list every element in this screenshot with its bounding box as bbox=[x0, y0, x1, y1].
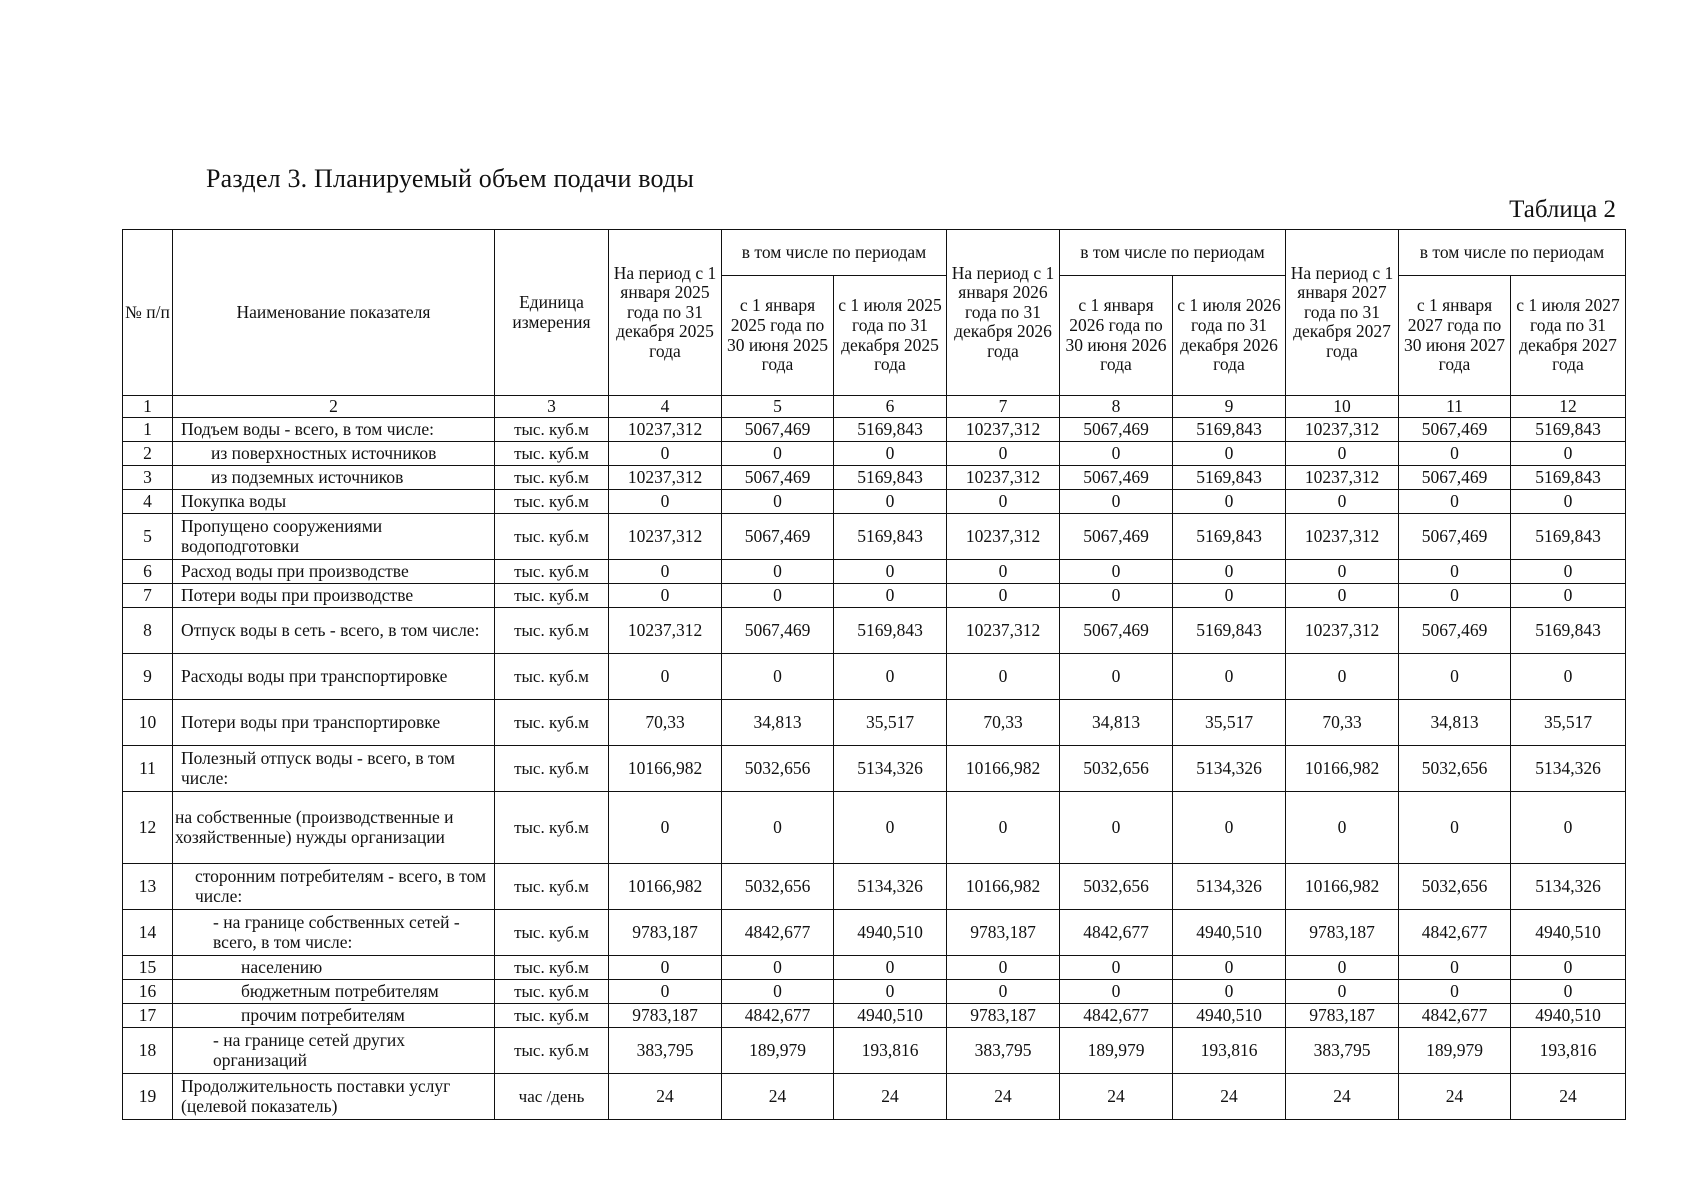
column-number: 11 bbox=[1399, 396, 1511, 418]
header-incl-periods-2026: в том числе по периодам bbox=[1060, 230, 1286, 276]
value-cell: 0 bbox=[722, 956, 834, 980]
value-cell: 10166,982 bbox=[947, 746, 1060, 792]
row-number: 12 bbox=[123, 792, 173, 864]
table-row bbox=[123, 1074, 1626, 1120]
value-cell: 0 bbox=[1060, 560, 1173, 584]
value-cell: 10166,982 bbox=[947, 864, 1060, 910]
column-number: 3 bbox=[495, 396, 609, 418]
row-number: 4 bbox=[123, 490, 173, 514]
column-number: 6 bbox=[834, 396, 947, 418]
table-row bbox=[123, 956, 1626, 980]
unit: тыс. куб.м bbox=[495, 608, 609, 654]
value-cell: 4842,677 bbox=[722, 1004, 834, 1028]
value-cell: 0 bbox=[834, 654, 947, 700]
row-number: 7 bbox=[123, 584, 173, 608]
header-period-2025: На период с 1 января 2025 года по 31 декабря 2025 года bbox=[609, 230, 722, 396]
table-row bbox=[123, 560, 1626, 584]
value-cell: 0 bbox=[1173, 560, 1286, 584]
unit: тыс. куб.м bbox=[495, 980, 609, 1004]
value-cell: 0 bbox=[722, 980, 834, 1004]
value-cell: 10237,312 bbox=[609, 466, 722, 490]
value-cell: 4940,510 bbox=[1511, 1004, 1626, 1028]
value-cell: 5067,469 bbox=[1399, 466, 1511, 490]
value-cell: 0 bbox=[609, 654, 722, 700]
value-cell: 0 bbox=[1399, 792, 1511, 864]
value-cell: 10237,312 bbox=[947, 466, 1060, 490]
column-number: 9 bbox=[1173, 396, 1286, 418]
header-incl-periods-2025: в том числе по периодам bbox=[722, 230, 947, 276]
value-cell: 0 bbox=[1286, 980, 1399, 1004]
value-cell: 0 bbox=[1173, 442, 1286, 466]
value-cell: 0 bbox=[1286, 956, 1399, 980]
header-h1-2025: с 1 января 2025 года по 30 июня 2025 года bbox=[722, 276, 834, 396]
value-cell: 0 bbox=[947, 956, 1060, 980]
value-cell: 35,517 bbox=[1511, 700, 1626, 746]
value-cell: 0 bbox=[722, 442, 834, 466]
value-cell: 4842,677 bbox=[1399, 1004, 1511, 1028]
value-cell: 0 bbox=[834, 980, 947, 1004]
unit: тыс. куб.м bbox=[495, 1004, 609, 1028]
value-cell: 0 bbox=[1399, 490, 1511, 514]
unit: тыс. куб.м bbox=[495, 442, 609, 466]
value-cell: 10237,312 bbox=[1286, 418, 1399, 442]
table-row bbox=[123, 980, 1626, 1004]
value-cell: 5067,469 bbox=[722, 418, 834, 442]
row-number: 5 bbox=[123, 514, 173, 560]
value-cell: 0 bbox=[834, 442, 947, 466]
indicator-name: Полезный отпуск воды - всего, в том числе: bbox=[173, 746, 495, 792]
row-number: 8 bbox=[123, 608, 173, 654]
value-cell: 0 bbox=[947, 792, 1060, 864]
value-cell: 383,795 bbox=[1286, 1028, 1399, 1074]
value-cell: 9783,187 bbox=[609, 1004, 722, 1028]
table-row bbox=[123, 792, 1626, 864]
indicator-name: Расход воды при производстве bbox=[173, 560, 495, 584]
unit: тыс. куб.м bbox=[495, 490, 609, 514]
header-h2-2026: с 1 июля 2026 года по 31 декабря 2026 года bbox=[1173, 276, 1286, 396]
table-row bbox=[123, 418, 1626, 442]
value-cell: 0 bbox=[1399, 560, 1511, 584]
value-cell: 5032,656 bbox=[1399, 746, 1511, 792]
value-cell: 0 bbox=[609, 442, 722, 466]
table-row bbox=[123, 466, 1626, 490]
indicator-name: бюджетным потребителям bbox=[173, 980, 495, 1004]
value-cell: 0 bbox=[1173, 490, 1286, 514]
row-number: 18 bbox=[123, 1028, 173, 1074]
value-cell: 34,813 bbox=[722, 700, 834, 746]
header-num: № п/п bbox=[123, 230, 173, 396]
value-cell: 0 bbox=[1399, 584, 1511, 608]
value-cell: 5067,469 bbox=[1060, 608, 1173, 654]
value-cell: 34,813 bbox=[1399, 700, 1511, 746]
value-cell: 24 bbox=[1511, 1074, 1626, 1120]
indicator-name: - на границе сетей других организаций bbox=[173, 1028, 495, 1074]
value-cell: 0 bbox=[947, 654, 1060, 700]
value-cell: 0 bbox=[1173, 584, 1286, 608]
value-cell: 10237,312 bbox=[1286, 608, 1399, 654]
value-cell: 5067,469 bbox=[1399, 418, 1511, 442]
value-cell: 0 bbox=[1511, 442, 1626, 466]
indicator-name: Потери воды при производстве bbox=[173, 584, 495, 608]
value-cell: 0 bbox=[1511, 956, 1626, 980]
value-cell: 5169,843 bbox=[834, 514, 947, 560]
unit: тыс. куб.м bbox=[495, 514, 609, 560]
value-cell: 0 bbox=[609, 584, 722, 608]
table-row bbox=[123, 864, 1626, 910]
value-cell: 5032,656 bbox=[722, 864, 834, 910]
value-cell: 193,816 bbox=[1511, 1028, 1626, 1074]
unit: тыс. куб.м bbox=[495, 418, 609, 442]
table-label: Таблица 2 bbox=[1509, 196, 1616, 223]
header-h2-2025: с 1 июля 2025 года по 31 декабря 2025 года bbox=[834, 276, 947, 396]
indicator-name: Подъем воды - всего, в том числе: bbox=[173, 418, 495, 442]
column-numbers-row bbox=[123, 396, 1626, 418]
header-period-2026: На период с 1 января 2026 года по 31 декабря 2026 года bbox=[947, 230, 1060, 396]
unit: тыс. куб.м bbox=[495, 560, 609, 584]
value-cell: 10237,312 bbox=[1286, 514, 1399, 560]
value-cell: 0 bbox=[1511, 490, 1626, 514]
row-number: 13 bbox=[123, 864, 173, 910]
column-number: 10 bbox=[1286, 396, 1399, 418]
table-row bbox=[123, 746, 1626, 792]
value-cell: 0 bbox=[1286, 654, 1399, 700]
value-cell: 0 bbox=[1286, 490, 1399, 514]
value-cell: 5134,326 bbox=[1511, 746, 1626, 792]
value-cell: 189,979 bbox=[1399, 1028, 1511, 1074]
indicator-name: Потери воды при транспортировке bbox=[173, 700, 495, 746]
value-cell: 10166,982 bbox=[1286, 864, 1399, 910]
row-number: 9 bbox=[123, 654, 173, 700]
value-cell: 0 bbox=[1060, 980, 1173, 1004]
header-h1-2026: с 1 января 2026 года по 30 июня 2026 года bbox=[1060, 276, 1173, 396]
header-period-2027: На период с 1 января 2027 года по 31 декабря 2027 года bbox=[1286, 230, 1399, 396]
value-cell: 4940,510 bbox=[1511, 910, 1626, 956]
value-cell: 0 bbox=[722, 490, 834, 514]
indicator-name: Продолжительность поставки услуг (целевой показатель) bbox=[173, 1074, 495, 1120]
value-cell: 0 bbox=[1286, 442, 1399, 466]
value-cell: 0 bbox=[834, 792, 947, 864]
indicator-name: Покупка воды bbox=[173, 490, 495, 514]
value-cell: 5067,469 bbox=[722, 466, 834, 490]
value-cell: 5169,843 bbox=[1173, 608, 1286, 654]
value-cell: 0 bbox=[1399, 654, 1511, 700]
header-h2-2027: с 1 июля 2027 года по 31 декабря 2027 года bbox=[1511, 276, 1626, 396]
column-number: 2 bbox=[173, 396, 495, 418]
value-cell: 0 bbox=[834, 490, 947, 514]
value-cell: 70,33 bbox=[947, 700, 1060, 746]
value-cell: 4842,677 bbox=[1399, 910, 1511, 956]
value-cell: 0 bbox=[1511, 980, 1626, 1004]
value-cell: 24 bbox=[1173, 1074, 1286, 1120]
table-row bbox=[123, 1004, 1626, 1028]
value-cell: 0 bbox=[722, 654, 834, 700]
value-cell: 5067,469 bbox=[1060, 514, 1173, 560]
value-cell: 5032,656 bbox=[722, 746, 834, 792]
value-cell: 4940,510 bbox=[834, 1004, 947, 1028]
table-row bbox=[123, 514, 1626, 560]
value-cell: 10237,312 bbox=[1286, 466, 1399, 490]
value-cell: 0 bbox=[1060, 490, 1173, 514]
value-cell: 4842,677 bbox=[1060, 1004, 1173, 1028]
value-cell: 5032,656 bbox=[1060, 746, 1173, 792]
header-incl-periods-2027: в том числе по периодам bbox=[1399, 230, 1626, 276]
value-cell: 10166,982 bbox=[1286, 746, 1399, 792]
value-cell: 0 bbox=[1399, 956, 1511, 980]
column-number: 4 bbox=[609, 396, 722, 418]
table-row bbox=[123, 490, 1626, 514]
indicator-name: прочим потребителям bbox=[173, 1004, 495, 1028]
value-cell: 383,795 bbox=[609, 1028, 722, 1074]
value-cell: 5067,469 bbox=[1060, 418, 1173, 442]
table-row bbox=[123, 608, 1626, 654]
unit: тыс. куб.м bbox=[495, 910, 609, 956]
value-cell: 5134,326 bbox=[834, 864, 947, 910]
indicator-name: Пропущено сооружениями водоподготовки bbox=[173, 514, 495, 560]
value-cell: 9783,187 bbox=[1286, 1004, 1399, 1028]
row-number: 15 bbox=[123, 956, 173, 980]
value-cell: 0 bbox=[1511, 654, 1626, 700]
unit: тыс. куб.м bbox=[495, 584, 609, 608]
value-cell: 10237,312 bbox=[609, 608, 722, 654]
table-row bbox=[123, 910, 1626, 956]
value-cell: 5169,843 bbox=[1173, 466, 1286, 490]
value-cell: 4842,677 bbox=[1060, 910, 1173, 956]
indicator-name: на собственные (производственные и хозяйственные) нужды организации bbox=[173, 792, 495, 864]
value-cell: 10237,312 bbox=[947, 608, 1060, 654]
value-cell: 0 bbox=[609, 792, 722, 864]
column-number: 7 bbox=[947, 396, 1060, 418]
value-cell: 0 bbox=[1399, 442, 1511, 466]
value-cell: 34,813 bbox=[1060, 700, 1173, 746]
value-cell: 0 bbox=[609, 490, 722, 514]
value-cell: 0 bbox=[834, 560, 947, 584]
value-cell: 0 bbox=[1511, 792, 1626, 864]
row-number: 1 bbox=[123, 418, 173, 442]
indicator-name: сторонним потребителям - всего, в том числе: bbox=[173, 864, 495, 910]
value-cell: 5067,469 bbox=[722, 514, 834, 560]
table-row bbox=[123, 442, 1626, 466]
value-cell: 4842,677 bbox=[722, 910, 834, 956]
value-cell: 0 bbox=[1511, 584, 1626, 608]
water-supply-table bbox=[122, 229, 1626, 1120]
value-cell: 0 bbox=[947, 560, 1060, 584]
unit: тыс. куб.м bbox=[495, 746, 609, 792]
row-number: 16 bbox=[123, 980, 173, 1004]
value-cell: 0 bbox=[1173, 980, 1286, 1004]
value-cell: 10237,312 bbox=[947, 514, 1060, 560]
indicator-name: - на границе собственных сетей - всего, в том числе: bbox=[173, 910, 495, 956]
value-cell: 24 bbox=[1060, 1074, 1173, 1120]
value-cell: 10166,982 bbox=[609, 746, 722, 792]
value-cell: 5169,843 bbox=[1173, 514, 1286, 560]
value-cell: 10237,312 bbox=[609, 514, 722, 560]
row-number: 17 bbox=[123, 1004, 173, 1028]
value-cell: 35,517 bbox=[1173, 700, 1286, 746]
value-cell: 0 bbox=[609, 980, 722, 1004]
value-cell: 4940,510 bbox=[1173, 1004, 1286, 1028]
value-cell: 24 bbox=[834, 1074, 947, 1120]
unit: тыс. куб.м bbox=[495, 792, 609, 864]
value-cell: 0 bbox=[947, 584, 1060, 608]
unit: тыс. куб.м bbox=[495, 864, 609, 910]
unit: тыс. куб.м bbox=[495, 1028, 609, 1074]
value-cell: 24 bbox=[722, 1074, 834, 1120]
value-cell: 9783,187 bbox=[609, 910, 722, 956]
value-cell: 5169,843 bbox=[1511, 466, 1626, 490]
value-cell: 193,816 bbox=[1173, 1028, 1286, 1074]
value-cell: 9783,187 bbox=[947, 1004, 1060, 1028]
value-cell: 5169,843 bbox=[1173, 418, 1286, 442]
value-cell: 5169,843 bbox=[1511, 608, 1626, 654]
row-number: 11 bbox=[123, 746, 173, 792]
column-number: 1 bbox=[123, 396, 173, 418]
value-cell: 0 bbox=[1286, 584, 1399, 608]
unit: час /день bbox=[495, 1074, 609, 1120]
column-number: 8 bbox=[1060, 396, 1173, 418]
value-cell: 24 bbox=[1399, 1074, 1511, 1120]
value-cell: 5169,843 bbox=[1511, 514, 1626, 560]
value-cell: 0 bbox=[722, 560, 834, 584]
value-cell: 5134,326 bbox=[1173, 864, 1286, 910]
value-cell: 189,979 bbox=[722, 1028, 834, 1074]
unit: тыс. куб.м bbox=[495, 466, 609, 490]
row-number: 3 bbox=[123, 466, 173, 490]
row-number: 2 bbox=[123, 442, 173, 466]
value-cell: 0 bbox=[1173, 956, 1286, 980]
value-cell: 5134,326 bbox=[834, 746, 947, 792]
value-cell: 5169,843 bbox=[1511, 418, 1626, 442]
table-row bbox=[123, 700, 1626, 746]
row-number: 6 bbox=[123, 560, 173, 584]
value-cell: 24 bbox=[947, 1074, 1060, 1120]
value-cell: 5169,843 bbox=[834, 418, 947, 442]
value-cell: 0 bbox=[834, 584, 947, 608]
indicator-name: Отпуск воды в сеть - всего, в том числе: bbox=[173, 608, 495, 654]
value-cell: 383,795 bbox=[947, 1028, 1060, 1074]
unit: тыс. куб.м bbox=[495, 956, 609, 980]
indicator-name: из поверхностных источников bbox=[173, 442, 495, 466]
table-row bbox=[123, 654, 1626, 700]
table-body bbox=[123, 418, 1626, 1120]
value-cell: 5067,469 bbox=[1399, 608, 1511, 654]
row-number: 19 bbox=[123, 1074, 173, 1120]
table-row bbox=[123, 1028, 1626, 1074]
column-number: 5 bbox=[722, 396, 834, 418]
value-cell: 0 bbox=[947, 442, 1060, 466]
indicator-name: из подземных источников bbox=[173, 466, 495, 490]
value-cell: 0 bbox=[609, 956, 722, 980]
value-cell: 0 bbox=[1060, 654, 1173, 700]
value-cell: 10237,312 bbox=[609, 418, 722, 442]
value-cell: 0 bbox=[609, 560, 722, 584]
column-number: 12 bbox=[1511, 396, 1626, 418]
value-cell: 0 bbox=[1060, 442, 1173, 466]
value-cell: 9783,187 bbox=[1286, 910, 1399, 956]
value-cell: 0 bbox=[722, 584, 834, 608]
header-name: Наименование показателя bbox=[173, 230, 495, 396]
value-cell: 5134,326 bbox=[1511, 864, 1626, 910]
indicator-name: населению bbox=[173, 956, 495, 980]
row-number: 14 bbox=[123, 910, 173, 956]
value-cell: 0 bbox=[1173, 654, 1286, 700]
value-cell: 0 bbox=[722, 792, 834, 864]
value-cell: 0 bbox=[1511, 560, 1626, 584]
value-cell: 193,816 bbox=[834, 1028, 947, 1074]
value-cell: 4940,510 bbox=[834, 910, 947, 956]
value-cell: 24 bbox=[1286, 1074, 1399, 1120]
header-unit: Единица измерения bbox=[495, 230, 609, 396]
value-cell: 5032,656 bbox=[1399, 864, 1511, 910]
value-cell: 24 bbox=[609, 1074, 722, 1120]
value-cell: 0 bbox=[1060, 792, 1173, 864]
value-cell: 0 bbox=[1286, 560, 1399, 584]
unit: тыс. куб.м bbox=[495, 654, 609, 700]
section-title: Раздел 3. Планируемый объем подачи воды bbox=[206, 164, 695, 193]
value-cell: 0 bbox=[1286, 792, 1399, 864]
value-cell: 5032,656 bbox=[1060, 864, 1173, 910]
value-cell: 5169,843 bbox=[834, 466, 947, 490]
value-cell: 5067,469 bbox=[1399, 514, 1511, 560]
value-cell: 5134,326 bbox=[1173, 746, 1286, 792]
value-cell: 5067,469 bbox=[722, 608, 834, 654]
table-row bbox=[123, 584, 1626, 608]
value-cell: 70,33 bbox=[609, 700, 722, 746]
value-cell: 5169,843 bbox=[834, 608, 947, 654]
value-cell: 5067,469 bbox=[1060, 466, 1173, 490]
value-cell: 0 bbox=[834, 956, 947, 980]
value-cell: 0 bbox=[1399, 980, 1511, 1004]
value-cell: 70,33 bbox=[1286, 700, 1399, 746]
value-cell: 0 bbox=[1173, 792, 1286, 864]
value-cell: 0 bbox=[1060, 956, 1173, 980]
row-number: 10 bbox=[123, 700, 173, 746]
value-cell: 0 bbox=[1060, 584, 1173, 608]
header-h1-2027: с 1 января 2027 года по 30 июня 2027 года bbox=[1399, 276, 1511, 396]
value-cell: 4940,510 bbox=[1173, 910, 1286, 956]
value-cell: 0 bbox=[947, 980, 1060, 1004]
value-cell: 10166,982 bbox=[609, 864, 722, 910]
value-cell: 189,979 bbox=[1060, 1028, 1173, 1074]
value-cell: 10237,312 bbox=[947, 418, 1060, 442]
value-cell: 35,517 bbox=[834, 700, 947, 746]
indicator-name: Расходы воды при транспортировке bbox=[173, 654, 495, 700]
unit: тыс. куб.м bbox=[495, 700, 609, 746]
value-cell: 0 bbox=[947, 490, 1060, 514]
value-cell: 9783,187 bbox=[947, 910, 1060, 956]
